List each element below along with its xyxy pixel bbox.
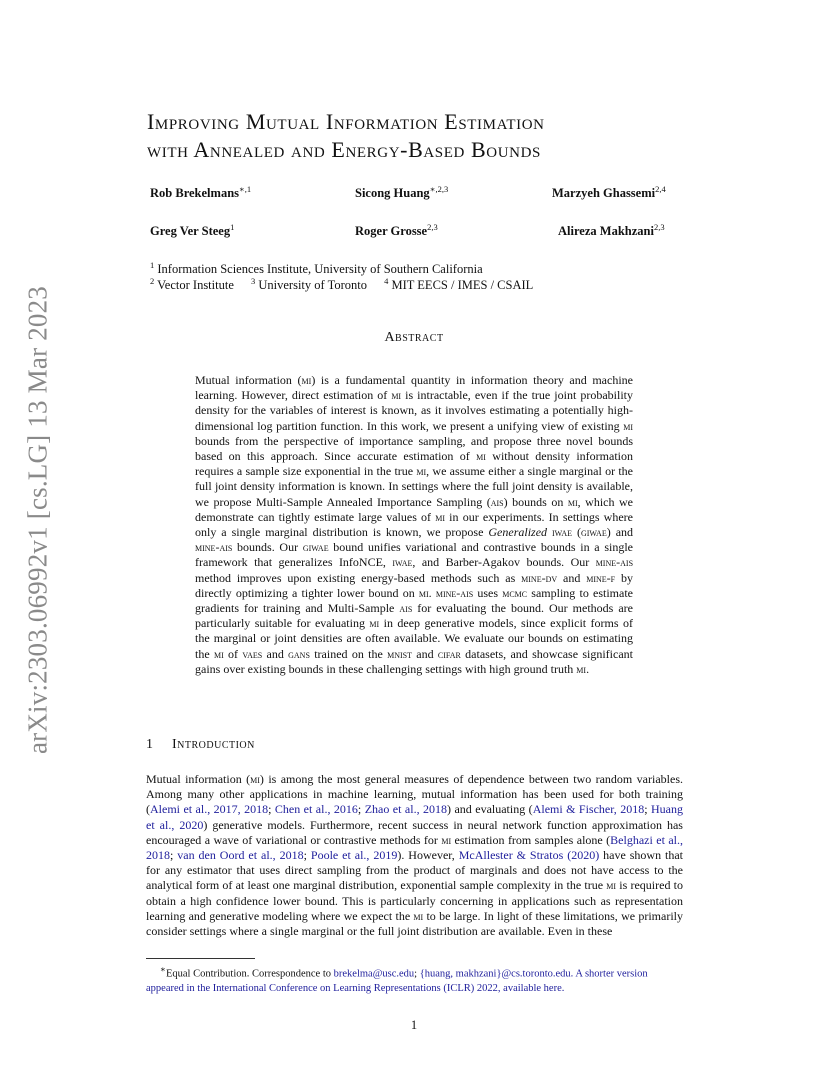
citation-link[interactable]: Poole et al., 2019 <box>310 848 398 863</box>
citation-link[interactable]: Zhao et al., 2018 <box>364 802 448 817</box>
affil-text: MIT EECS / IMES / CSAIL <box>391 278 534 293</box>
introduction-paragraph <box>146 772 683 939</box>
footnote <box>146 962 683 996</box>
affil-mark: 3 <box>251 276 256 286</box>
text-run: ). However, <box>397 848 459 863</box>
text-run: ; <box>170 848 178 863</box>
text-run: ; <box>357 802 365 817</box>
affil-text: Vector Institute <box>157 278 234 293</box>
author-affil-mark: 1 <box>230 222 235 232</box>
affiliation-line-1 <box>150 260 483 277</box>
footnote-text: Equal Contribution. Correspondence to <box>165 968 334 980</box>
arxiv-identifier-stamp: arXiv:2303.06992v1 [cs.LG] 13 Mar 2023 <box>22 285 53 755</box>
author-3 <box>552 184 666 201</box>
footnote-version-link[interactable]: . A shorter version appeared in the International Conference on Learning Representations (ICLR) 2022, available here. <box>146 968 648 994</box>
author-4 <box>150 222 234 239</box>
affiliation-line-2 <box>150 276 533 293</box>
email-link[interactable]: {huang, makhzani}@cs.toronto.edu <box>419 968 571 980</box>
email-link[interactable]: brekelma@usc.edu <box>333 968 415 980</box>
affil-text: University of Toronto <box>258 278 367 293</box>
author-2 <box>355 184 448 201</box>
abstract-body: Mutual information (mi) is a fundamental quantity in information theory and machine learning. However, direct estimation of mi is intractable, even if the true joint probability density for the variables of interest is known, as it involves estimating a potentially high-dimensional log partition function. In this work, we present a unifying view of existing mi bounds from the perspective of importance sampling, and propose three novel bounds based on this approach. Since accurate estimation of mi without density information requires a sample size exponential in the true mi, we assume either a single marginal or the full joint density information is known. In settings where the full joint density is available, we propose Multi-Sample Annealed Importance Sampling (ais) bounds on mi, which we demonstrate can tightly estimate large values of mi in our experiments. In settings where only a single marginal distribution is known, we propose Generalized iwae (giwae) and mine-ais bounds. Our giwae bound unifies variational and contrastive bounds in a single framework that generalizes InfoNCE, iwae, and Barber-Agakov bounds. Our mine-ais method improves upon existing energy-based methods such as mine-dv and mine-f by directly optimizing a tighter lower bound on mi. mine-ais uses mcmc sampling to estimate gradients for training and Multi-Sample ais for evaluating the bound. Our methods are particularly suitable for evaluating mi in deep generative models, since explicit forms of the marginal or joint densities are often available. We evaluate our bounds on estimating the mi of vaes and gans trained on the mnist and cifar datasets, and showcase significant gains over existing bounds in these challenging settings with high ground truth mi. <box>195 373 634 676</box>
author-name: Sicong Huang <box>355 186 430 201</box>
title-line-2: with Annealed and Energy-Based Bounds <box>147 137 541 162</box>
citation-link[interactable]: Alemi et al., 2017, 2018 <box>150 802 269 817</box>
citation-link[interactable]: McAllester & Stratos (2020) <box>458 848 600 863</box>
author-name: Marzyeh Ghassemi <box>552 186 656 201</box>
section-heading <box>146 737 255 753</box>
author-1 <box>150 184 251 201</box>
citation-link[interactable]: Chen et al., 2016 <box>274 802 358 817</box>
page-number: 1 <box>410 1018 418 1032</box>
author-6 <box>558 222 665 239</box>
footnote-text: ; <box>414 968 420 980</box>
author-affil-mark: 2,3 <box>427 222 438 232</box>
citation-link[interactable]: Belghazi et al., 2018 <box>146 832 683 863</box>
author-name: Alireza Makhzani <box>558 224 654 239</box>
author-affil-mark: 2,3 <box>653 222 665 232</box>
citation-link[interactable]: van den Oord et al., 2018 <box>177 848 304 863</box>
citation-link[interactable]: Huang et al., 2020 <box>146 802 684 832</box>
affil-mark: 4 <box>384 276 389 286</box>
affil-text: Information Sciences Institute, University of Southern California <box>157 262 483 277</box>
footnote-divider <box>146 958 255 959</box>
section-title: Introduction <box>172 737 255 752</box>
citation-link[interactable]: Alemi & Fischer, 2018 <box>532 802 645 817</box>
affil-mark: 2 <box>150 276 155 286</box>
section-number: 1 <box>146 737 153 752</box>
text-run: ; <box>268 802 275 817</box>
author-name: Greg Ver Steeg <box>150 224 231 239</box>
text-run: have shown that for any estimator that uses direct sampling from the product of marginals and does not have access to the analytical form of at least one marginal distribution, exponential sample complexity in the true mi is required to obtain a high confidence lower bound. This is particularly concerning in applications such as representation learning and generative modeling where we expect the mi to be large. In light of these limitations, we primarily consider settings where a single marginal or the full joint distribution are available. Even in these <box>146 848 684 939</box>
text-run: ; <box>303 848 311 863</box>
affil-mark: 1 <box>150 260 155 270</box>
author-affil-mark: ∗,1 <box>239 184 252 194</box>
abstract-heading: Abstract <box>384 330 444 345</box>
author-affil-mark: 2,4 <box>655 184 666 194</box>
text-run: Mutual information (mi) is among the most general measures of dependence between two random variables. Among many other applications in machine learning, mutual information has been used for both training ( <box>146 772 683 817</box>
author-name: Rob Brekelmans <box>150 186 240 201</box>
author-name: Roger Grosse <box>355 224 428 239</box>
title-line-1: Improving Mutual Information Estimation <box>147 109 545 134</box>
paper-title <box>147 108 687 164</box>
text-run: ) and evaluating ( <box>447 802 533 817</box>
footnote-mark: ∗ <box>160 964 166 974</box>
text-run: ; <box>644 802 652 817</box>
author-5 <box>355 222 438 239</box>
text-run: ) generative models. Furthermore, recent success in neural network function approximation has encouraged a wave of variational or contrastive methods for mi estimation from samples alone ( <box>146 817 683 847</box>
author-affil-mark: ∗,2,3 <box>429 184 449 194</box>
